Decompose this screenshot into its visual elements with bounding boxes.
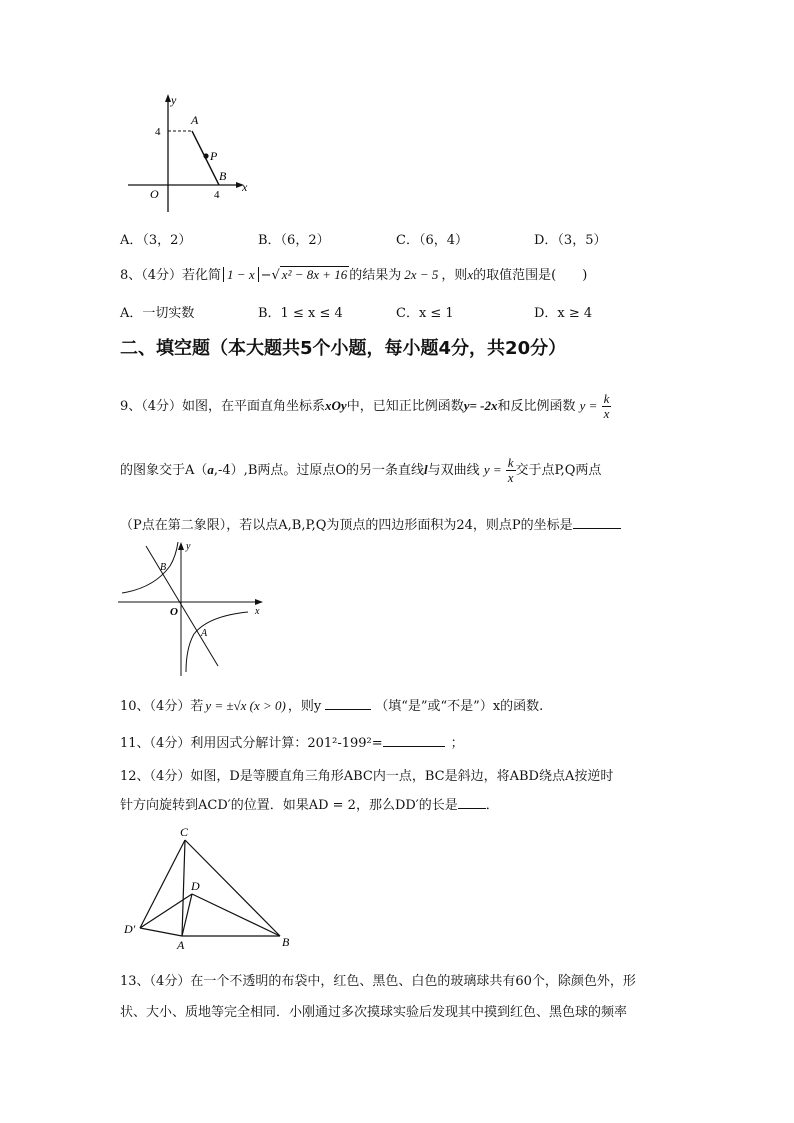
q8-suffix: 的取值范围是( ): [473, 268, 588, 283]
q10-text-a: 10、（4分）若: [120, 699, 204, 714]
q9-fraction-2: [506, 456, 516, 485]
q8-option-a: A．一切实数: [120, 306, 195, 321]
q13-line-1: 13、（4分）在一个不透明的布袋中，红色、黑色、白色的玻璃球共有60个，除颜色外，形: [120, 974, 636, 989]
q12-fig-d: D: [191, 879, 200, 893]
q9-fraction: [602, 392, 612, 421]
q9-fig-a: A: [201, 628, 208, 639]
q10-text-c: （填“是”或“不是”）x的函数.: [375, 699, 544, 714]
q9-fig-o: O: [170, 606, 178, 618]
q7-option-b: B．（6，2）: [258, 233, 330, 248]
q13-line-2: 状、大小、质地等完全相同．小刚通过多次摸球实验后发现其中摸到红色、黑色球的频率: [120, 1005, 628, 1020]
q8-mid: 的结果为: [349, 268, 402, 283]
q9-text-a: 9、（4分）如图，在平面直角坐标系: [120, 399, 326, 414]
q7-y-label: y: [171, 93, 177, 107]
q7-figure: [120, 90, 260, 220]
q7-tick-x: 4: [214, 189, 220, 201]
q9-frac-num: k: [603, 391, 610, 406]
q12-answer-blank[interactable]: [458, 796, 486, 809]
q12-figure: [122, 824, 302, 952]
q9-line-1: [120, 392, 611, 421]
q8-mid2: ，则: [441, 268, 468, 283]
q8-minus: −: [260, 268, 272, 283]
q11-answer-blank[interactable]: [383, 734, 445, 747]
q9-answer-blank[interactable]: [573, 516, 621, 529]
q9-line2-c: 与双曲线: [427, 463, 480, 478]
q9-frac-den: x: [603, 406, 610, 421]
q8-result: 2x − 5: [404, 267, 439, 282]
q12-fig-b: B: [282, 935, 290, 949]
q9-xoy: xOy: [325, 398, 347, 413]
q12-line2-tail: ．: [485, 798, 499, 813]
q8-option-c: C．x ≤ 1: [396, 306, 454, 321]
q7-label-p: P: [210, 149, 218, 163]
q12-fig-c: C: [180, 825, 189, 839]
q9-line2-b: ,-4）,B两点。过原点O的另一条直线: [213, 463, 425, 478]
q9-fig-x: x: [255, 606, 260, 617]
q9-fn: y= -2x: [463, 398, 498, 413]
q8-var: x: [467, 267, 474, 282]
q9-fig-b: B: [160, 562, 167, 573]
q11-text: 11、（4分）利用因式分解计算：201²-199²=: [120, 736, 383, 751]
q7-x-label: x: [242, 180, 248, 194]
q7-option-d: D．（3，5）: [534, 233, 607, 248]
q9-line2-avar: a: [207, 462, 214, 477]
section-2-heading: 二、填空题（本大题共5个小题，每小题4分，共20分）: [120, 338, 567, 359]
q7-option-c: C．（6，4）: [396, 233, 468, 248]
q9-line3-text: （P点在第二象限），若以点A,B,P,Q为顶点的四边形面积为24，则点P的坐标是: [120, 518, 573, 533]
q9-line2-d: 交于点P,Q两点: [515, 463, 602, 478]
q7-label-a: A: [191, 113, 199, 127]
q9-line2-y: y =: [483, 462, 502, 477]
q7-origin-label: O: [150, 187, 159, 201]
q12-fig-a: A: [177, 938, 185, 952]
q9-text-b: 中，已知正比例函数: [346, 399, 464, 414]
q10-question: [120, 695, 543, 714]
q7-point-p: [203, 153, 208, 158]
q7-option-a: A．（3，2）: [120, 233, 192, 248]
q12-fig-dprime: D′: [124, 922, 136, 936]
q11-tail: ；: [450, 736, 464, 751]
q9-frac2-num: k: [507, 455, 514, 470]
q9-y-eq: y =: [579, 398, 598, 413]
q8-option-d: D．x ≥ 4: [534, 306, 593, 321]
q9-frac2-den: x: [507, 470, 514, 485]
q9-figure: [118, 538, 268, 678]
q8-option-b: B．1 ≤ x ≤ 4: [258, 306, 343, 321]
q9-line-3: [120, 514, 621, 533]
q9-text-c: 和反比例函数: [497, 399, 576, 414]
q7-label-b: B: [219, 169, 227, 183]
q9-line2-a: 的图象交于A（: [120, 463, 208, 478]
q9-line-2: [120, 456, 601, 485]
q10-expr: y = ±√x (x > 0): [205, 698, 286, 713]
q12-line-1: 12、（4分）如图，D是等腰直角三角形ABC内一点，BC是斜边，将ABD绕点A按逆时: [120, 769, 614, 784]
q9-fig-y: y: [186, 541, 191, 552]
q10-text-b: ，则y: [287, 699, 322, 714]
q8-prefix: 8、（4分）若化简: [120, 268, 222, 283]
q10-answer-blank[interactable]: [325, 697, 371, 710]
q8-question: 8、（4分）若化简 1 − x −√ x² − 8x + 16 的结果为 2x − 5 ，则x的取值范围是( ): [120, 267, 588, 283]
q12-line-2: [120, 794, 499, 813]
q8-sqrt-expr: x² − 8x + 16: [281, 267, 348, 282]
q9-line2-l: l: [424, 462, 428, 477]
q11-question: [120, 732, 464, 751]
q8-abs-expr: 1 − x: [223, 267, 259, 282]
q12-line2-text: 针方向旋转到ACD′的位置．如果AD = 2，那么DD′的长是: [120, 798, 458, 813]
q7-tick-y: 4: [155, 126, 161, 138]
